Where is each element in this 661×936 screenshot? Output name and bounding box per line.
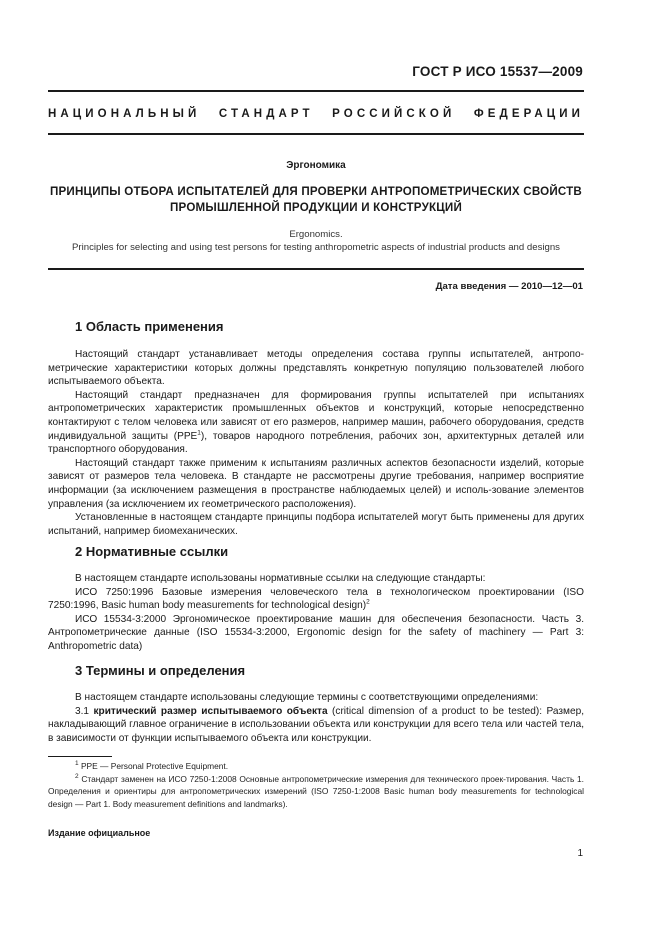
section-1-paragraph-1: Настоящий стандарт устанавливает методы определения состава группы испытателей, антропо-метрические характеристики которых должны представлять конкретную популяцию пользователей любого испытываемого объекта. — [48, 349, 584, 388]
section-2-body — [48, 572, 584, 654]
subject-heading: Эргономика — [286, 160, 346, 171]
page-number: 1 — [577, 848, 583, 859]
title-ru-line-1: ПРИНЦИПЫ ОТБОРА ИСПЫТАТЕЛЕЙ ДЛЯ ПРОВЕРКИ АНТРОПОМЕТРИЧЕСКИХ СВОЙСТВ — [49, 185, 583, 198]
section-1-heading: 1 Область применения — [75, 319, 224, 334]
title-russian — [48, 184, 584, 216]
section-3-heading: 3 Термины и определения — [75, 663, 246, 678]
footnote-ref-2: 2 — [366, 598, 370, 606]
header-rule — [48, 90, 584, 92]
section-1-paragraph-3: Настоящий стандарт также применим к испытаниям различных аспектов безопасности изделий, которые зависят от размеров тела человека. В стандарте не рассмотрены другие требования, например восприятие информации (за исключением размещения в пространстве наблюдаемых целей) и исполь-зование элементов управления (за исключением их геометрического расположения). — [48, 457, 584, 510]
title-en-line-2: Principles for selecting and using test persons for testing anthropometric aspects of industrial products and designs — [72, 242, 560, 253]
term-number: 3.1 — [75, 705, 90, 717]
footnote-2: $^2$ Стандарт заменен на ИСО 7250-1:2008 Основные антропометрические измерения для технического проек-тирования. Часть 1. Определения и ориентиры для антропометрических измерений (ISO 7250-1:2008 Basic human body measurements for technological design — Part 1. Body measurement definitions and landmarks). — [48, 772, 585, 809]
section-3-paragraph-1: В настоящем стандарте использованы следующие термины с соответствующими определениями: — [75, 692, 539, 703]
title-rule — [48, 268, 584, 270]
document-code: ГОСТ Р ИСО 15537—2009 — [412, 64, 583, 79]
footnotes — [48, 760, 584, 810]
section-2-paragraph-2: ИСО 7250:1996 Базовые измерения человеческого тела в технологическом проектировании (ISO 7250:1996, Basic human body measurements for technological design)$^2$ — [48, 586, 584, 612]
section-2-paragraph-3: ИСО 15534-3:2000 Эргономическое проектирование машин для обеспечения безопасности. Часть 3. Антропометрические данные (ISO 15534-3:2000, Ergonomic design for the safety of machinery — Part 3: Anthropometric data) — [48, 613, 584, 652]
title-ru-line-2: ПРОМЫШЛЕННОЙ ПРОДУКЦИИ И КОНСТРУКЦИЙ — [170, 201, 462, 214]
footnote-1: $^1$ PPE — Personal Protective Equipment. — [75, 760, 229, 771]
term-3-1 — [48, 705, 584, 746]
section-1-paragraph-4: Установленные в настоящем стандарте принципы подбора испытателей могут быть применены для других испытаний, например биомеханических. — [48, 512, 584, 537]
term-definition: Размер, накладывающий главное ограничение в использовании объекта или конструкции для всего тела или частей тела, в зависимости от функции испытываемого объекта или конструкции. — [48, 705, 585, 744]
footnote-rule — [48, 756, 112, 757]
section-2-heading: 2 Нормативные ссылки — [75, 544, 229, 559]
footnote-ref-1: 1 — [197, 429, 201, 437]
term-name: критический размер испытываемого объекта — [93, 705, 328, 717]
national-standard-banner: НАЦИОНАЛЬНЫЙ СТАНДАРТ РОССИЙСКОЙ ФЕДЕРАЦИИ — [48, 108, 584, 120]
title-en-line-1: Ergonomics. — [289, 229, 343, 240]
section-1-body — [48, 348, 584, 538]
section-3-body — [48, 691, 584, 745]
section-2-paragraph-1: В настоящем стандарте использованы нормативные ссылки на следующие стандарты: — [75, 573, 486, 584]
title-english — [48, 228, 584, 254]
introduction-date: Дата введения — 2010—12—01 — [435, 281, 583, 292]
edition-label: Издание официальное — [48, 828, 151, 838]
banner-rule — [48, 133, 584, 135]
section-1-paragraph-2: Настоящий стандарт предназначен для формирования группы испытателей при испытаниях антропометрических характеристик промышленных объектов и конструкций, которые непосредственно контактируют с телом человека или зависят от его размеров, например машин, рабочего оборудования, средств индивидуальной защиты (PPE$^1$), товаров народного потребления, рабочих зон, архитектурных деталей или транспортного оборудования. — [48, 389, 584, 456]
term-english: (critical dimension of a product to be tested): — [332, 705, 543, 717]
